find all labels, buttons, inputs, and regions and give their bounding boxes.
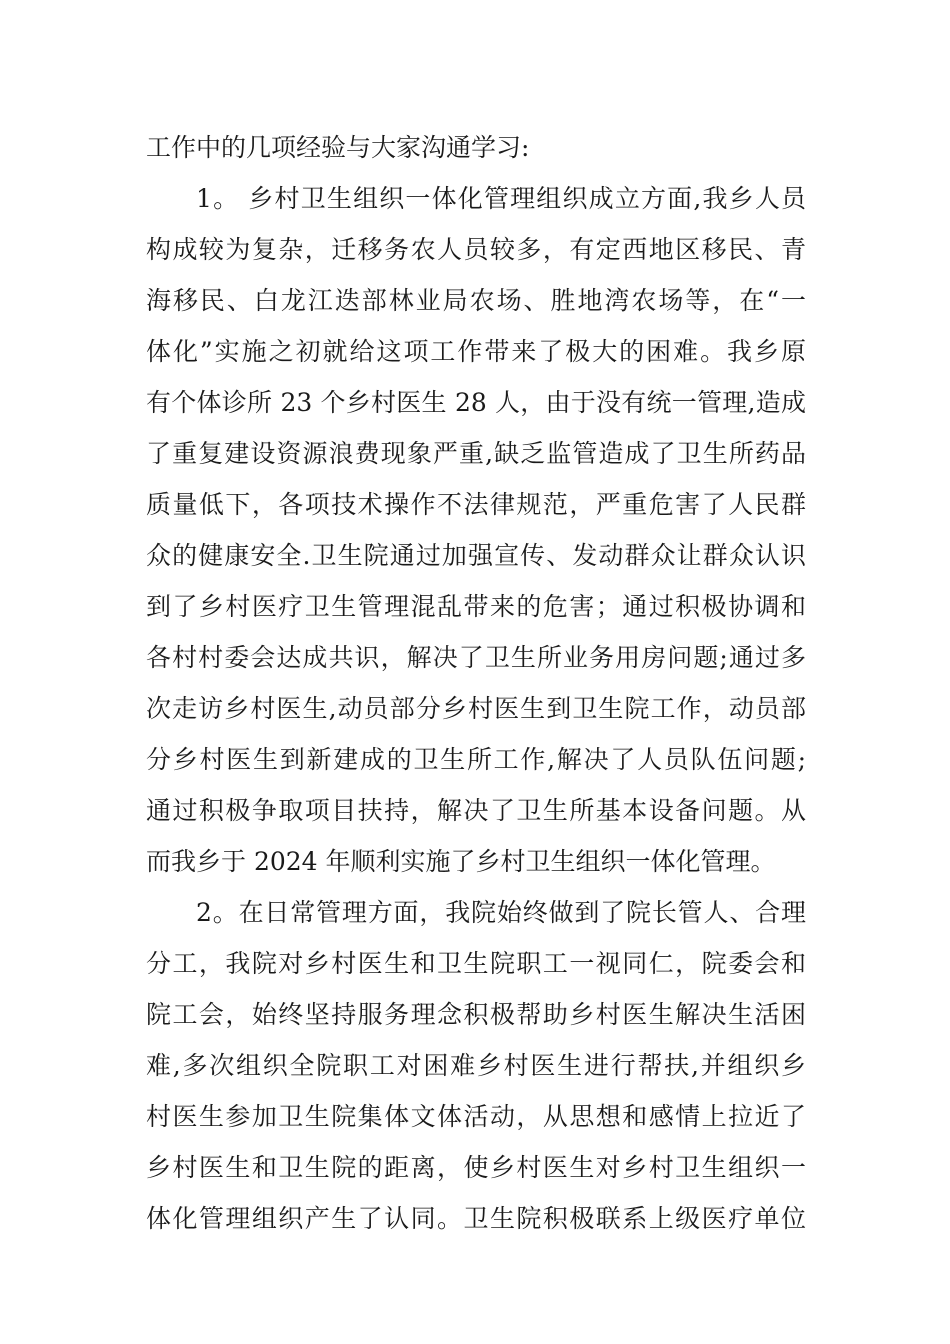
paragraph-1-line: 构成较为复杂，迁移务农人员较多，有定西地区移民、青: [146, 235, 806, 264]
paragraph-1-line: 通过积极争取项目扶持，解决了卫生所基本设备问题。从: [146, 796, 806, 825]
paragraph-2-line: 难,多次组织全院职工对困难乡村医生进行帮扶,并组织乡: [146, 1051, 806, 1080]
paragraph-2-line: 村医生参加卫生院集体文体活动，从思想和感情上拉近了: [146, 1102, 806, 1131]
paragraph-2-line: 院工会，始终坚持服务理念积极帮助乡村医生解决生活困: [146, 1000, 806, 1029]
paragraph-1-line: 分乡村医生到新建成的卫生所工作,解决了人员队伍问题;: [146, 745, 806, 774]
paragraph-1-line: 质量低下，各项技术操作不法律规范，严重危害了人民群: [146, 490, 806, 519]
paragraph-1-line: 众的健康安全.卫生院通过加强宣传、发动群众让群众认识: [146, 541, 806, 570]
paragraph-1-line: 体化”实施之初就给这项工作带来了极大的困难。我乡原: [146, 337, 806, 366]
paragraph-1-line: 到了乡村医疗卫生管理混乱带来的危害；通过积极协调和: [146, 592, 806, 621]
paragraph-1-line: 各村村委会达成共识，解决了卫生所业务用房问题;通过多: [146, 643, 806, 672]
paragraph-2-line: 分工，我院对乡村医生和卫生院职工一视同仁，院委会和: [146, 949, 806, 978]
paragraph-1-line: 1。 乡村卫生组织一体化管理组织成立方面,我乡人员: [196, 184, 806, 213]
paragraph-1-line: 次走访乡村医生,动员部分乡村医生到卫生院工作，动员部: [146, 694, 806, 723]
paragraph-1-line: 海移民、白龙江迭部林业局农场、胜地湾农场等，在“一: [146, 286, 806, 315]
paragraph-1-line: 了重复建设资源浪费现象严重,缺乏监管造成了卫生所药品: [146, 439, 806, 468]
paragraph-1-line-last: 而我乡于 2024 年顺利实施了乡村卫生组织一体化管理。: [146, 847, 776, 876]
paragraph-2-line: 2。在日常管理方面，我院始终做到了院长管人、合理: [196, 898, 806, 927]
paragraph-2-line: 体化管理组织产生了认同。卫生院积极联系上级医疗单位: [146, 1204, 806, 1233]
paragraph-2-line: 乡村医生和卫生院的距离，使乡村医生对乡村卫生组织一: [146, 1153, 806, 1182]
paragraph-1-line: 有个体诊所 23 个乡村医生 28 人，由于没有统一管理,造成: [146, 388, 806, 417]
paragraph-line-intro: 工作中的几项经验与大家沟通学习:: [146, 133, 530, 162]
